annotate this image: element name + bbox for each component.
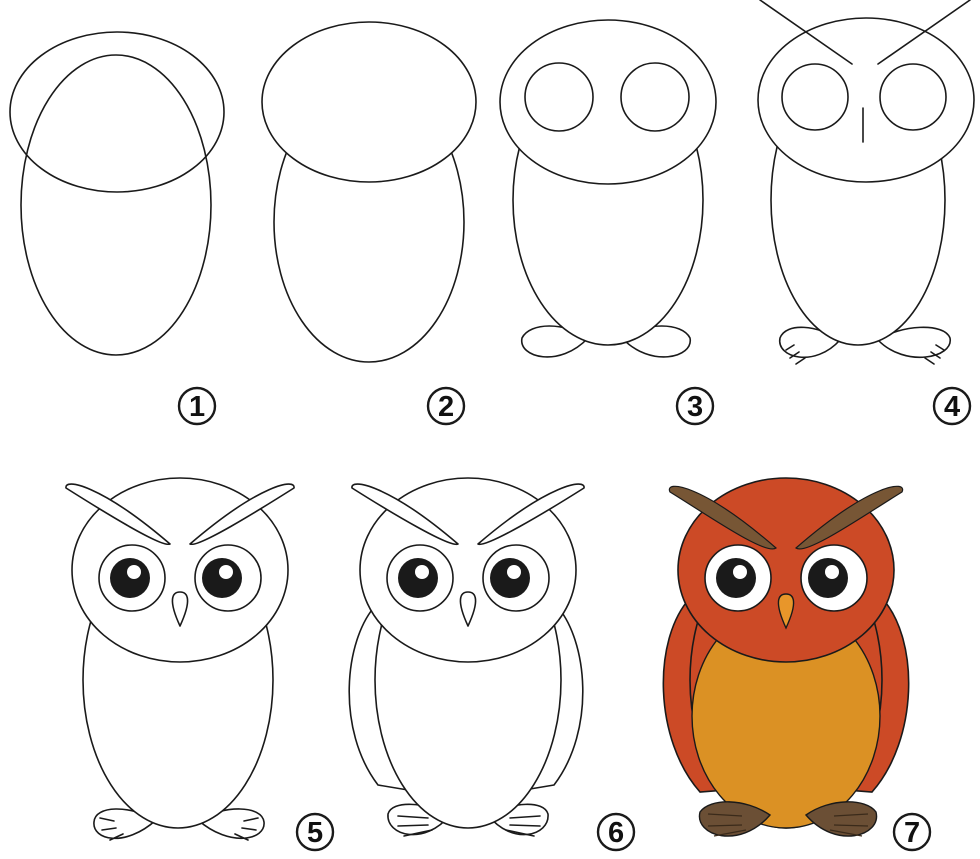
step-1-drawing [10, 32, 224, 355]
step-6-drawing [349, 478, 584, 836]
step-3-drawing [500, 20, 716, 357]
number-text: 6 [607, 817, 625, 849]
number-text: 2 [437, 391, 455, 423]
step-number-7 [894, 814, 930, 850]
step-number-1 [179, 388, 215, 424]
left-highlight [127, 565, 141, 579]
body-oval [21, 55, 211, 355]
left-pupil [716, 558, 756, 598]
right-highlight [507, 565, 521, 579]
left-highlight [415, 565, 429, 579]
left-pupil [110, 558, 150, 598]
right-highlight [825, 565, 839, 579]
right-pupil [490, 558, 530, 598]
step-5-drawing [66, 478, 294, 840]
number-text: 4 [943, 391, 961, 423]
number-text: 7 [903, 817, 921, 849]
head-oval [262, 22, 476, 182]
right-pupil [808, 558, 848, 598]
right-highlight [219, 565, 233, 579]
step-number-5 [297, 814, 333, 850]
step-4-drawing [758, 0, 974, 364]
step-2-drawing [262, 22, 476, 362]
step-number-3 [677, 388, 713, 424]
number-text: 1 [188, 391, 206, 423]
step-number-2 [428, 388, 464, 424]
left-highlight [733, 565, 747, 579]
step-number-6 [598, 814, 634, 850]
head-oval [758, 18, 974, 182]
step-7-drawing [663, 478, 908, 836]
step-number-4 [934, 388, 970, 424]
head-oval [500, 20, 716, 184]
number-text: 3 [686, 391, 704, 423]
left-pupil [398, 558, 438, 598]
number-text: 5 [306, 817, 324, 849]
right-pupil [202, 558, 242, 598]
